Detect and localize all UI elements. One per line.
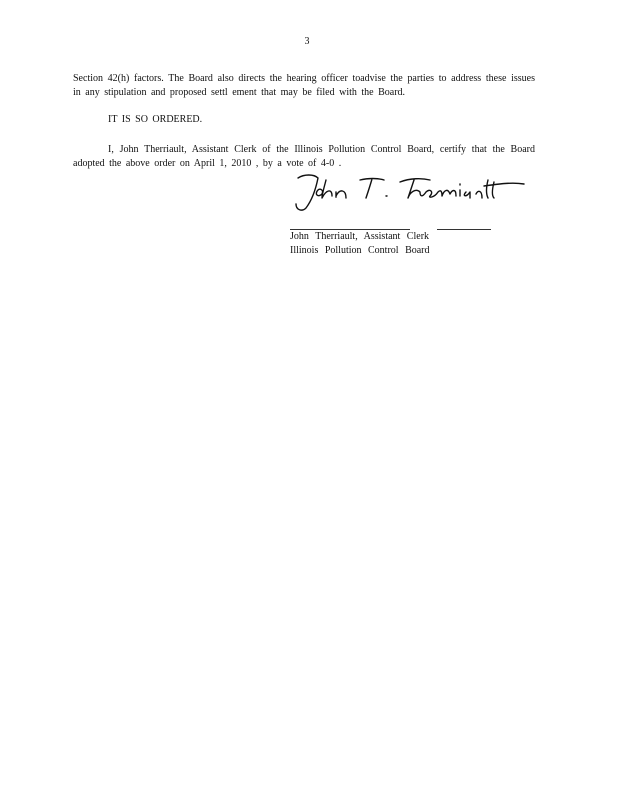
order-statement: IT IS SO ORDERED. bbox=[108, 114, 203, 125]
clerk-certification: I, John Therriault, Assistant Clerk of the Illinois Pollution Control Board, certify that the Board adopted the above order on April 1, 2010 , by a vote of 4-0 . bbox=[73, 144, 535, 169]
signer-name-title: John Therriault, Assistant Clerk bbox=[290, 231, 430, 242]
body-paragraph-closing: Section 42(h) factors. The Board also directs the hearing officer toadvise the parties to address these issues in any stipulation and proposed settl ement that may be filed with the Board. bbox=[73, 73, 535, 98]
page-number: 3 bbox=[304, 36, 310, 47]
signature-block bbox=[290, 230, 430, 258]
signer-organization: Illinois Pollution Control Board bbox=[290, 245, 430, 256]
handwritten-signature bbox=[288, 168, 528, 218]
signature-line-extension bbox=[437, 229, 491, 230]
